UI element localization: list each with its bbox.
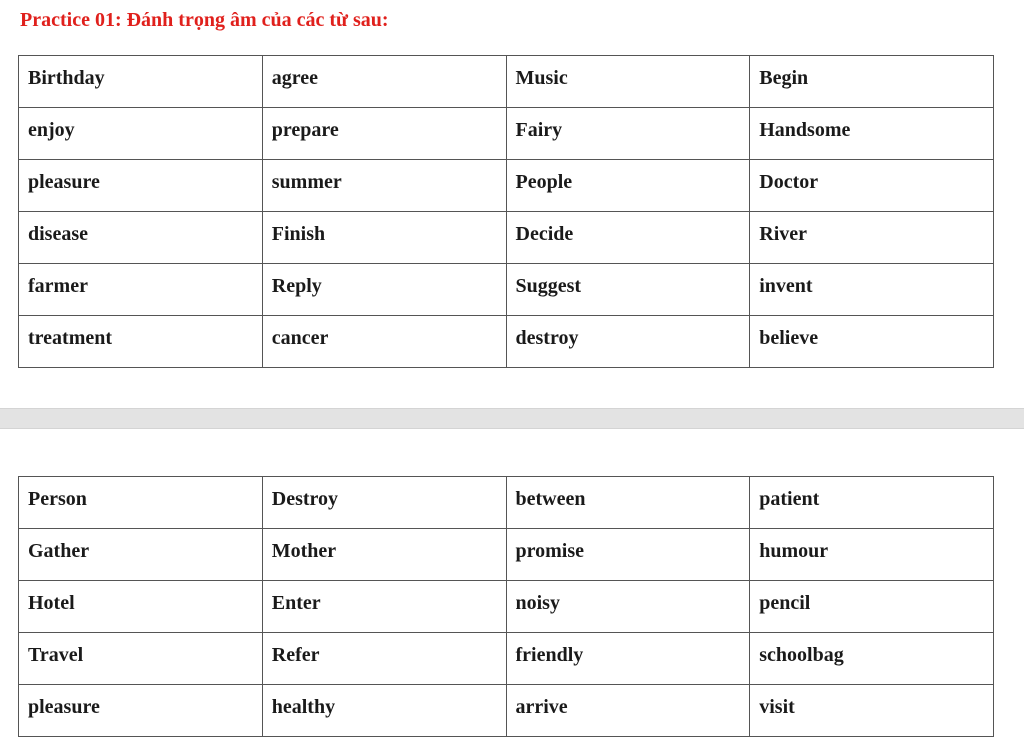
- word-cell: Person: [19, 477, 263, 529]
- word-cell: visit: [750, 685, 994, 737]
- word-table-1-body: [19, 56, 994, 368]
- word-cell: disease: [19, 212, 263, 264]
- word-cell: enjoy: [19, 108, 263, 160]
- table-row: [19, 108, 994, 160]
- word-cell: farmer: [19, 264, 263, 316]
- word-cell: patient: [750, 477, 994, 529]
- table-row: [19, 633, 994, 685]
- table-row: [19, 581, 994, 633]
- document-page-2: [0, 429, 1024, 723]
- word-cell: agree: [262, 56, 506, 108]
- word-cell: River: [750, 212, 994, 264]
- table-row: [19, 477, 994, 529]
- word-cell: Decide: [506, 212, 750, 264]
- word-cell: humour: [750, 529, 994, 581]
- word-cell: between: [506, 477, 750, 529]
- page-break: [0, 408, 1024, 429]
- word-cell: cancer: [262, 316, 506, 368]
- word-table-2-body: [19, 477, 994, 737]
- table-row: [19, 56, 994, 108]
- word-cell: pleasure: [19, 160, 263, 212]
- word-cell: friendly: [506, 633, 750, 685]
- word-cell: Refer: [262, 633, 506, 685]
- word-cell: Suggest: [506, 264, 750, 316]
- word-cell: Enter: [262, 581, 506, 633]
- word-cell: healthy: [262, 685, 506, 737]
- exercise-title: Practice 01: Đánh trọng âm của các từ sau:: [20, 9, 389, 31]
- word-cell: destroy: [506, 316, 750, 368]
- word-cell: Begin: [750, 56, 994, 108]
- word-cell: Birthday: [19, 56, 263, 108]
- word-cell: Gather: [19, 529, 263, 581]
- word-table-1: [18, 55, 994, 368]
- word-cell: Finish: [262, 212, 506, 264]
- word-cell: noisy: [506, 581, 750, 633]
- word-cell: pencil: [750, 581, 994, 633]
- table-row: [19, 685, 994, 737]
- word-cell: People: [506, 160, 750, 212]
- word-cell: Reply: [262, 264, 506, 316]
- word-cell: arrive: [506, 685, 750, 737]
- word-cell: Destroy: [262, 477, 506, 529]
- word-cell: invent: [750, 264, 994, 316]
- word-cell: promise: [506, 529, 750, 581]
- word-cell: believe: [750, 316, 994, 368]
- word-cell: Fairy: [506, 108, 750, 160]
- table-row: [19, 529, 994, 581]
- table-row: [19, 316, 994, 368]
- word-cell: Hotel: [19, 581, 263, 633]
- table-row: [19, 212, 994, 264]
- word-cell: treatment: [19, 316, 263, 368]
- table-row: [19, 264, 994, 316]
- word-cell: summer: [262, 160, 506, 212]
- word-cell: prepare: [262, 108, 506, 160]
- word-table-2: [18, 476, 994, 737]
- word-cell: schoolbag: [750, 633, 994, 685]
- word-cell: Travel: [19, 633, 263, 685]
- word-cell: Doctor: [750, 160, 994, 212]
- word-cell: Handsome: [750, 108, 994, 160]
- word-cell: Music: [506, 56, 750, 108]
- word-cell: Mother: [262, 529, 506, 581]
- word-cell: pleasure: [19, 685, 263, 737]
- table-row: [19, 160, 994, 212]
